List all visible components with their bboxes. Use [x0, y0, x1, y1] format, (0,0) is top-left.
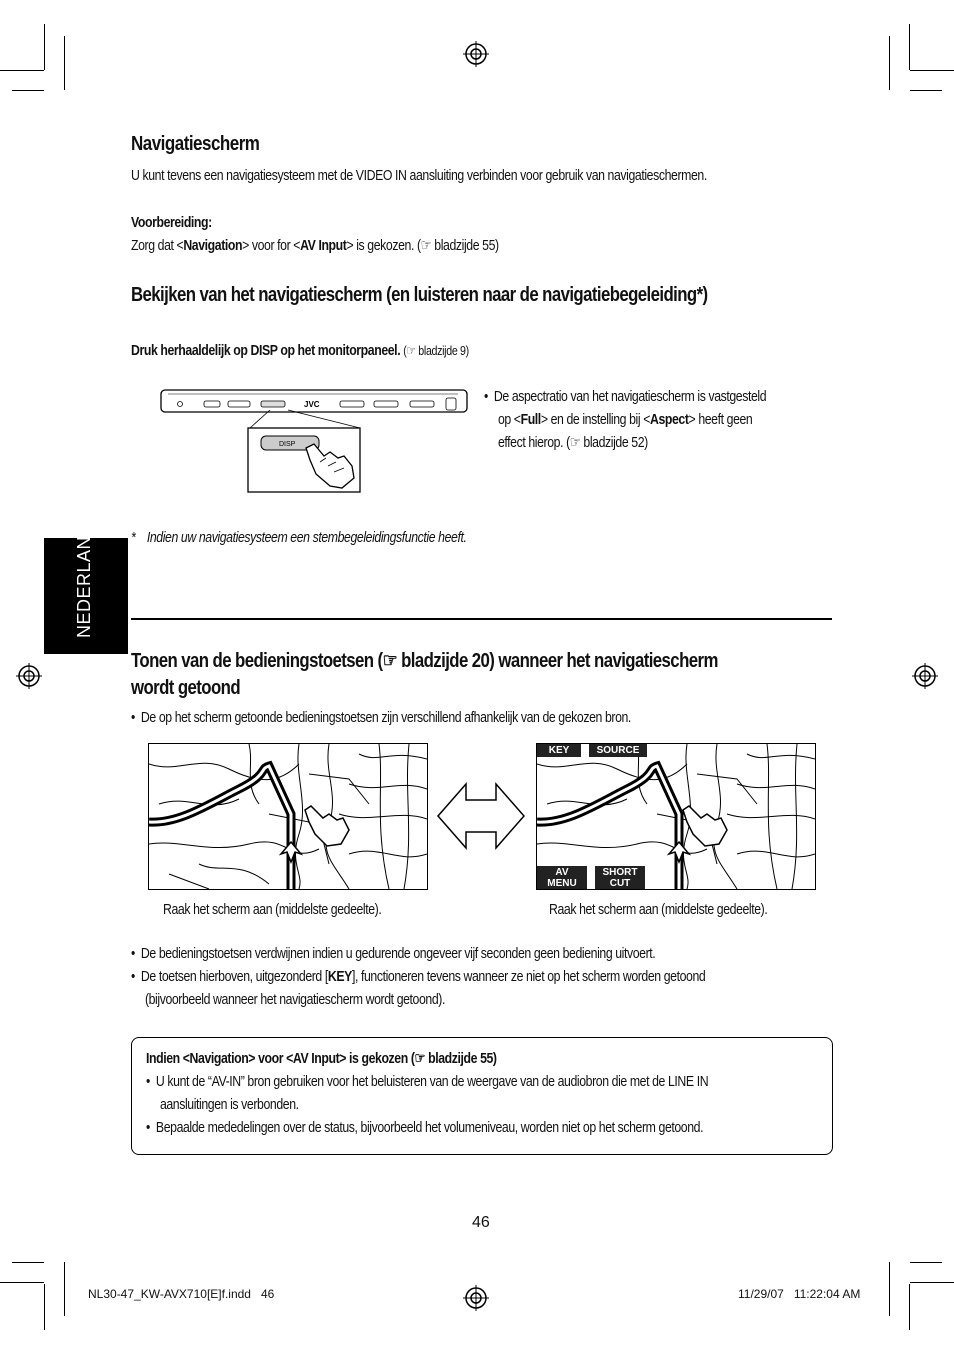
prep-text-pre: Zorg dat < — [131, 237, 184, 254]
registration-mark-icon — [463, 41, 489, 67]
language-tab-label: NEDERLANDS — [74, 509, 94, 638]
section-intro: U kunt tevens een navigatiesysteem met de VIDEO IN aansluiting verbinden voor gebruik van navigatieschermen. — [131, 167, 707, 184]
section-title-tonen-line2: wordt getoond — [131, 677, 241, 699]
section-title-navigatiescherm: Navigatiescherm — [131, 133, 260, 155]
bullet-keys-different — [131, 706, 631, 729]
short-cut-button[interactable] — [595, 866, 645, 890]
bullet-dot: • — [146, 1119, 156, 1136]
crop-mark — [64, 1262, 65, 1316]
bullet-keys-disappear-text: De bedieningstoetsen verdwijnen indien u gedurende ongeveer vijf seconden geen bediening uitvoert. — [140, 945, 656, 962]
note-item-1-text: U kunt de “AV-IN” bron gebruiken voor het beluisteren van de weergave van de audiobron die met de LINE IN — [155, 1073, 709, 1090]
slug-left: NL30-47_KW-AVX710[E]f.indd 46 — [88, 1287, 275, 1301]
panel-disp-label: DISP — [279, 441, 296, 448]
registration-mark-icon — [16, 663, 42, 689]
section-title-bekijken: Bekijken van het navigatiescherm (en luisteren naar de navigatiebegeleiding*) — [131, 284, 708, 306]
bullet-dot: • — [146, 1073, 156, 1090]
crop-mark — [44, 24, 45, 70]
bullet-keys-disappear — [131, 942, 655, 965]
source-button[interactable]: SOURCE — [589, 744, 647, 757]
aspect-line2-mid: > en de instelling bij < — [540, 411, 650, 428]
section-title-tonen — [131, 648, 718, 702]
bullet-keys-function-line2: (bijvoorbeeld wanneer het navigatiescherm wordt getoond). — [144, 991, 445, 1008]
av-menu-button[interactable] — [537, 866, 587, 890]
aspect-bullet-line1 — [484, 385, 766, 408]
footnote-mark: * — [131, 529, 136, 546]
bullet-dot: • — [131, 968, 141, 985]
map-drawing — [149, 744, 427, 889]
registration-mark-icon — [463, 1285, 489, 1311]
instruction-bold: Druk herhaaldelijk op DISP op het monitorpaneel. — [131, 342, 401, 359]
caption-left: Raak het scherm aan (middelste gedeelte). — [163, 901, 382, 918]
aspect-line1-text: De aspectratio van het navigatiescherm is vastgesteld — [493, 388, 767, 405]
footnote — [131, 529, 466, 546]
instruction-ref: (☞ bladzijde 9) — [403, 343, 469, 358]
aspect-aspect: Aspect — [649, 411, 689, 428]
aspect-full: Full — [520, 411, 541, 428]
crop-mark — [910, 70, 954, 71]
av-menu-label-1: AV — [555, 867, 569, 878]
aspect-line2-post: > heeft geen — [688, 411, 753, 428]
map-screen-with-keys[interactable] — [536, 743, 816, 890]
av-menu-label-2: MENU — [547, 878, 577, 889]
map-screen-without-keys[interactable] — [148, 743, 428, 890]
crop-mark — [0, 70, 44, 71]
registration-mark-icon — [912, 663, 938, 689]
short-cut-label-1: SHORT — [602, 867, 638, 878]
crop-mark — [909, 1284, 910, 1330]
prep-nav: Navigation — [183, 237, 243, 254]
crop-mark — [910, 90, 942, 91]
crop-mark — [12, 1262, 44, 1263]
short-cut-label-2: CUT — [609, 878, 631, 889]
key-button[interactable]: KEY — [537, 744, 581, 757]
prep-text — [131, 234, 499, 257]
slug-right: 11/29/07 11:22:04 AM — [738, 1287, 861, 1301]
crop-mark — [0, 1282, 44, 1283]
crop-mark — [910, 1262, 942, 1263]
note-box-title: Indien <Navigation> voor <AV Input> is gekozen (☞ bladzijde 55) — [146, 1050, 497, 1067]
swap-arrow-icon — [436, 780, 526, 852]
crop-mark — [889, 1262, 890, 1316]
crop-mark — [910, 1282, 954, 1283]
section-title-tonen-line1: Tonen van de bedieningstoetsen (☞ bladzijde 20) wanneer het navigatiescherm — [131, 650, 718, 672]
bullet-keys-function — [131, 965, 705, 1011]
bullet-keys-function-line1 — [131, 965, 705, 988]
prep-av: AV Input — [300, 237, 347, 254]
crop-mark — [12, 90, 44, 91]
crop-mark — [64, 36, 65, 90]
section-divider — [131, 618, 832, 620]
aspect-bullet-line2 — [484, 408, 766, 431]
bullet3-pre: De toetsen hierboven, uitgezonderd [ — [140, 968, 328, 985]
aspect-bullet — [484, 385, 766, 454]
note-box-content — [146, 1047, 708, 1139]
note-item-1-line2: aansluitingen is verbonden. — [159, 1096, 299, 1113]
bullet3-post: ], functioneren tevens wanneer ze niet op het scherm worden getoond — [351, 968, 706, 985]
bullet-dot: • — [131, 709, 141, 726]
bullet-dot: • — [131, 945, 141, 962]
panel-brand: JVC — [304, 400, 320, 409]
instruction — [131, 339, 469, 362]
crop-mark — [909, 24, 910, 70]
prep-text-post: > is gekozen. (☞ bladzijde 55) — [346, 237, 499, 254]
footnote-text: Indien uw navigatiesysteem een stembegeleidingsfunctie heeft. — [146, 529, 467, 546]
aspect-bullet-line3: effect hierop. (☞ bladzijde 52) — [497, 434, 648, 451]
prep-text-mid: > voor for < — [242, 237, 301, 254]
monitor-panel-illustration — [158, 386, 470, 498]
aspect-line2-pre: op < — [497, 411, 521, 428]
caption-right: Raak het scherm aan (middelste gedeelte). — [549, 901, 768, 918]
language-tab — [44, 509, 128, 654]
prep-label: Voorbereiding: — [131, 214, 212, 231]
note-item-2-text: Bepaalde mededelingen over de status, bijvoorbeeld het volumeniveau, worden niet op het scherm getoond. — [155, 1119, 704, 1136]
bullet-dot: • — [484, 388, 494, 405]
note-item-1-line1 — [146, 1070, 708, 1093]
crop-mark — [889, 36, 890, 90]
bullet-keys-different-text: De op het scherm getoonde bedieningstoetsen zijn verschillend afhankelijk van de gekozen bron. — [140, 709, 631, 726]
crop-mark — [44, 1284, 45, 1330]
page-number: 46 — [472, 1214, 490, 1231]
note-item-2 — [146, 1116, 708, 1139]
bullet3-key: KEY — [327, 968, 352, 985]
